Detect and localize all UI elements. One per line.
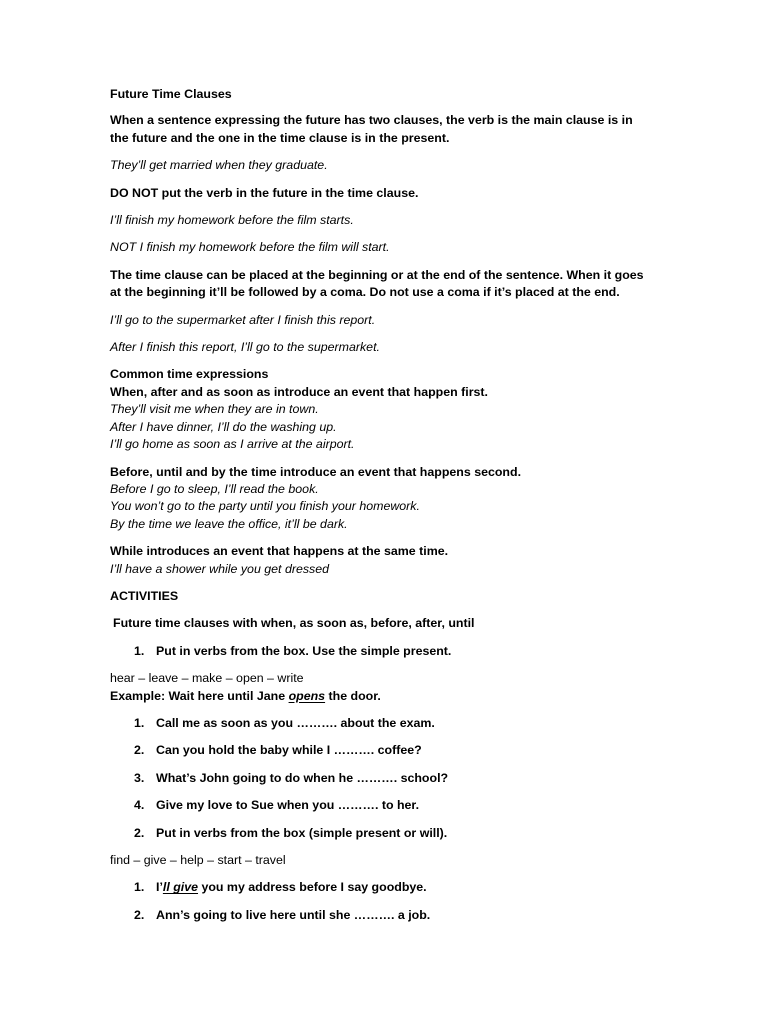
example-prefix: Example: Wait here until Jane xyxy=(110,688,289,703)
document-content xyxy=(110,86,650,934)
verb-box: find – give – help – start – travel xyxy=(110,853,286,867)
list-number: 2. xyxy=(134,743,145,758)
rule-text: When, after and as soon as introduce an event that happen first. xyxy=(110,384,488,399)
exercise-text: Give my love to Sue when you ………. to her. xyxy=(156,798,420,813)
exercise-text: Call me as soon as you ………. about the exam. xyxy=(156,715,435,730)
activities-heading: ACTIVITIES xyxy=(110,588,179,603)
verb-box: hear – leave – make – open – write xyxy=(110,671,304,686)
example-sentence: You won’t go to the party until you finish your homework. xyxy=(110,499,420,514)
task1-heading-list xyxy=(110,643,650,660)
example-answer: ll give xyxy=(162,880,199,895)
answer-suffix: you my address before I say goodbye. xyxy=(198,880,427,895)
rule-paragraph: DO NOT put the verb in the future in the time clause. xyxy=(110,185,419,200)
list-item xyxy=(110,797,650,814)
task2-exercise-list xyxy=(110,879,650,924)
example-line xyxy=(110,688,650,705)
common-expressions-block xyxy=(110,366,650,453)
section-heading: Common time expressions xyxy=(110,367,269,382)
example-sentence: I’ll have a shower while you get dressed xyxy=(110,561,330,576)
list-number: 4. xyxy=(134,798,145,813)
task-instruction: Put in verbs from the box (simple present or will). xyxy=(156,825,448,840)
placement-paragraph: The time clause can be placed at the beginning or at the end of the sentence. When it goes at the beginning it’ll be followed by a coma. Do not use a coma if it’s placed at the end. xyxy=(110,267,644,300)
example-sentence: I’ll finish my homework before the film starts. xyxy=(110,213,354,228)
list-item xyxy=(110,825,650,842)
example-sentence: I’ll go to the supermarket after I finish this report. xyxy=(110,312,376,327)
example-sentence: NOT I finish my homework before the film will start. xyxy=(110,240,390,255)
list-item xyxy=(110,770,650,787)
list-number: 1. xyxy=(134,715,145,730)
list-item xyxy=(110,643,650,660)
rule-text: While introduces an event that happens at the same time. xyxy=(110,544,449,559)
list-number: 3. xyxy=(134,770,145,785)
example-sentence: They’ll visit me when they are in town. xyxy=(110,402,319,417)
list-number: 2. xyxy=(134,907,145,922)
example-sentence: They’ll get married when they graduate. xyxy=(110,158,328,173)
list-item xyxy=(110,715,650,732)
same-time-block xyxy=(110,543,650,578)
list-number: 1. xyxy=(134,643,145,658)
exercise-text: What’s John going to do when he ………. school? xyxy=(156,770,449,785)
list-item xyxy=(110,742,650,759)
list-item xyxy=(110,907,650,924)
list-number: 2. xyxy=(134,825,145,840)
task-instruction: Put in verbs from the box. Use the simple present. xyxy=(156,643,452,658)
list-item xyxy=(110,879,650,896)
second-event-block xyxy=(110,464,650,534)
exercise-text: Ann’s going to live here until she ………. a job. xyxy=(156,907,431,922)
exercise-text: Can you hold the baby while I ………. coffee? xyxy=(156,743,422,758)
list-number: 1. xyxy=(134,880,145,895)
intro-paragraph: When a sentence expressing the future has two clauses, the verb is the main clause is in the future and the one in the time clause is in the present. xyxy=(110,113,633,145)
answer-prefix: I’ xyxy=(156,880,163,895)
task1-box xyxy=(110,670,650,705)
example-sentence: By the time we leave the office, it’ll be dark. xyxy=(110,516,348,531)
example-sentence: Before I go to sleep, I’ll read the book. xyxy=(110,481,319,496)
activities-subheading: Future time clauses with when, as soon as, before, after, until xyxy=(113,616,475,631)
example-sentence: After I have dinner, I’ll do the washing up. xyxy=(110,419,337,434)
task1-exercise-list xyxy=(110,715,650,842)
exercise-text xyxy=(156,879,650,896)
example-sentence: I’ll go home as soon as I arrive at the airport. xyxy=(110,437,355,452)
page-title: Future Time Clauses xyxy=(110,87,232,101)
rule-text: Before, until and by the time introduce an event that happens second. xyxy=(110,464,522,479)
example-suffix: the door. xyxy=(325,688,381,703)
example-sentence: After I finish this report, I’ll go to the supermarket. xyxy=(110,340,380,355)
example-answer: opens xyxy=(288,688,326,703)
